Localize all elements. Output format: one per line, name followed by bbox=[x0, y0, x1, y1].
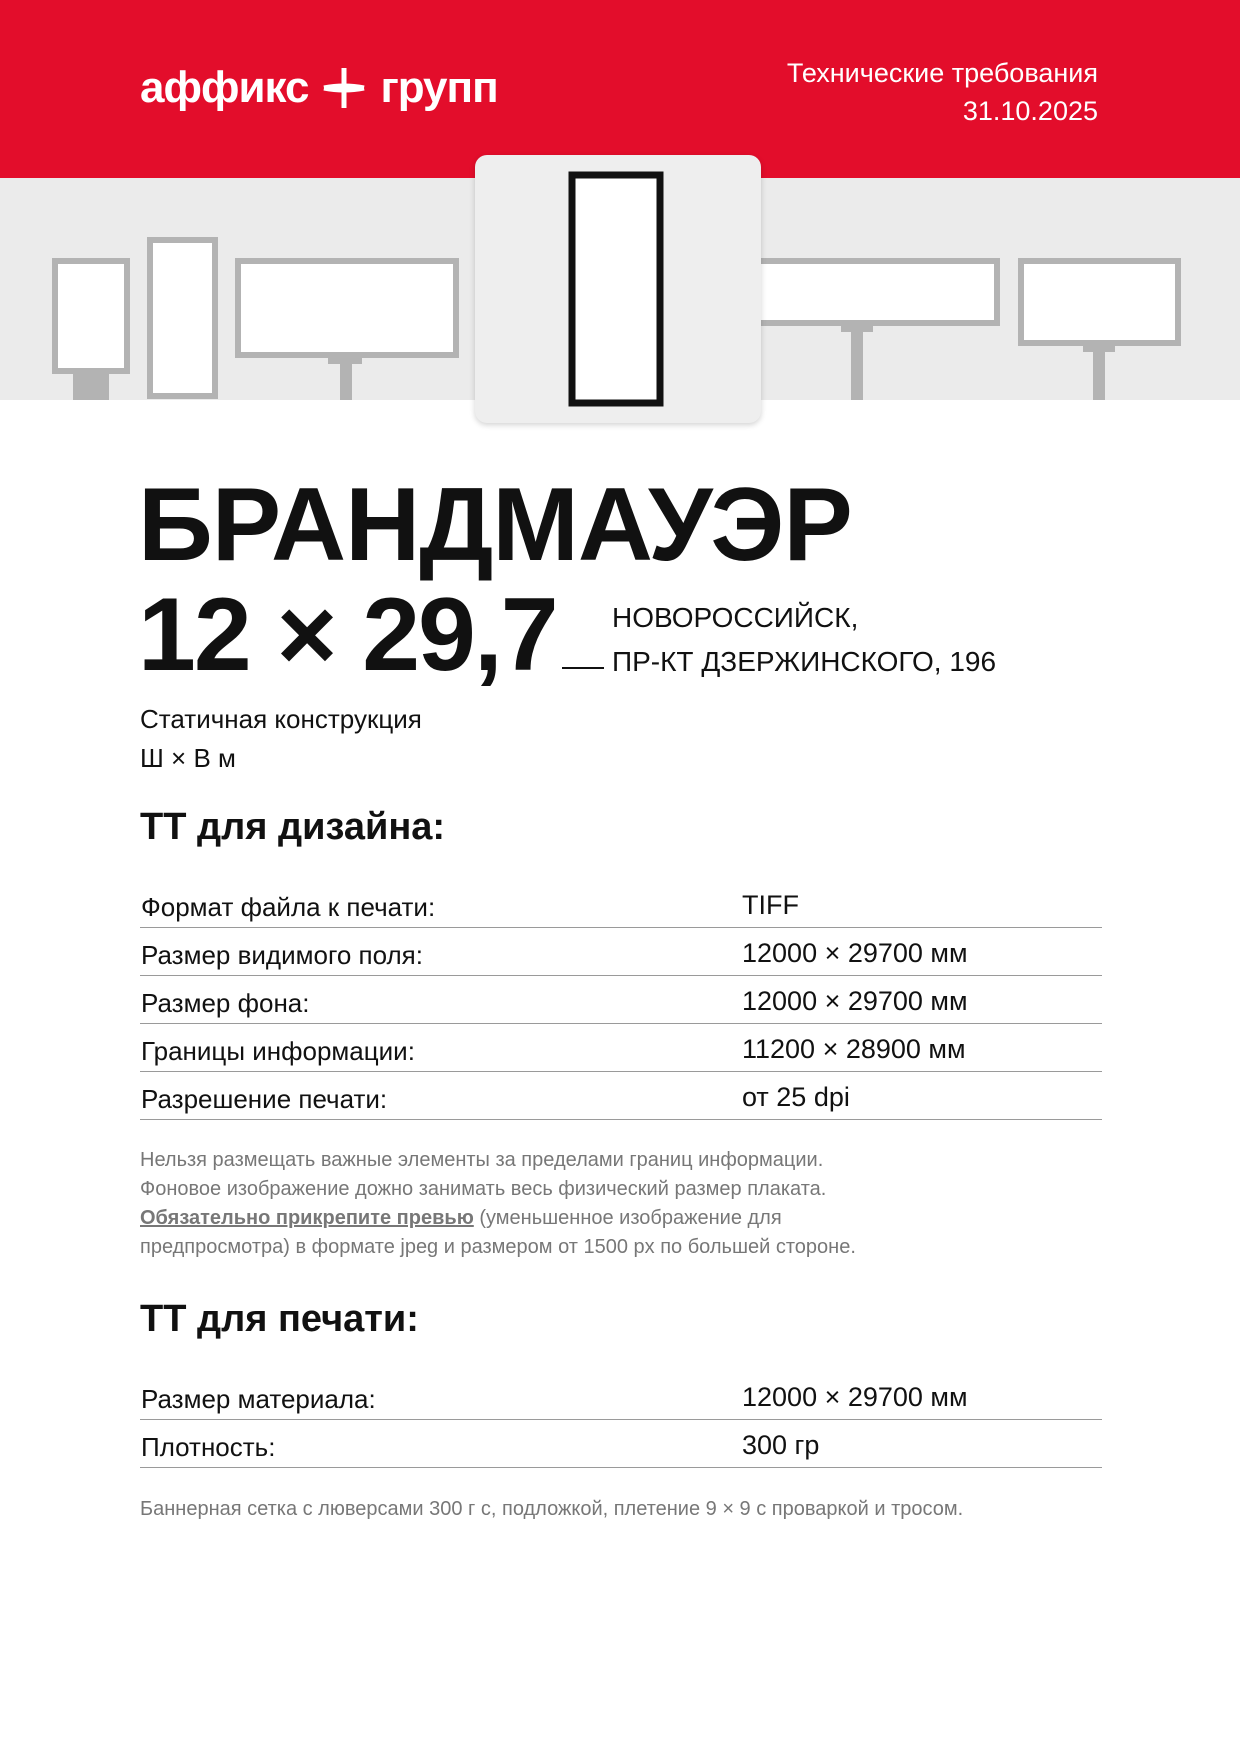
table-row bbox=[140, 928, 1102, 976]
print-spec-table bbox=[140, 1372, 1102, 1468]
doc-type: Технические требования bbox=[786, 58, 1098, 88]
firewall-preview-card bbox=[475, 155, 761, 423]
table-row bbox=[140, 976, 1102, 1024]
construction-size: 12 × 29,7 bbox=[138, 577, 557, 693]
design-spec-table bbox=[140, 880, 1102, 1120]
firewall-icon bbox=[572, 175, 660, 403]
billboard-icon bbox=[238, 261, 456, 400]
spec-label: Плотность: bbox=[141, 1432, 276, 1462]
construction-title: БРАНДМАУЭР bbox=[138, 467, 852, 583]
address-divider bbox=[562, 667, 604, 669]
table-row bbox=[140, 1072, 1102, 1120]
spec-label: Размер фона: bbox=[141, 988, 310, 1018]
construction-type: Статичная конструкция bbox=[140, 704, 422, 734]
construction-address bbox=[612, 596, 996, 684]
supersite-icon bbox=[757, 261, 997, 400]
design-note-line-1: Нельзя размещать важные элементы за пределами границ информации. bbox=[140, 1149, 824, 1171]
spec-value: TIFF bbox=[742, 890, 799, 920]
address-line-1: НОВОРОССИЙСК, bbox=[612, 602, 859, 633]
logo-text-right: групп bbox=[380, 63, 498, 112]
spec-value: 12000 × 29700 мм bbox=[742, 938, 968, 968]
spec-label: Разрешение печати: bbox=[141, 1084, 388, 1114]
print-section-title: ТТ для печати: bbox=[140, 1298, 419, 1340]
billboard-small-icon bbox=[1021, 261, 1178, 400]
table-row bbox=[140, 1420, 1102, 1468]
address-line-2: ПР-КТ ДЗЕРЖИНСКОГО, 196 bbox=[612, 646, 997, 677]
design-note bbox=[140, 1146, 856, 1262]
spec-label: Размер материала: bbox=[141, 1384, 376, 1414]
pillar-icon bbox=[150, 240, 215, 396]
citylight-icon bbox=[55, 261, 127, 400]
design-note-line-3 bbox=[140, 1204, 856, 1233]
company-logo bbox=[140, 60, 498, 116]
spec-value: 11200 × 28900 мм bbox=[742, 1034, 966, 1064]
table-row bbox=[140, 1024, 1102, 1072]
table-row bbox=[140, 880, 1102, 928]
logo-text-left: аффикс bbox=[140, 63, 309, 112]
preview-requirement: Обязательно прикрепите превью bbox=[140, 1207, 474, 1229]
header-meta bbox=[787, 54, 1098, 130]
spec-value: 12000 × 29700 мм bbox=[742, 986, 968, 1016]
design-note-line-4: предпросмотра) в формате jpeg и размером от 1500 px по большей стороне. bbox=[140, 1236, 856, 1258]
design-section-title: ТТ для дизайна: bbox=[140, 806, 446, 848]
table-row bbox=[140, 1372, 1102, 1420]
spec-label: Границы информации: bbox=[141, 1036, 415, 1066]
spec-value: от 25 dpi bbox=[742, 1082, 850, 1112]
logo-plus-icon bbox=[322, 66, 366, 110]
header-bar bbox=[0, 0, 1240, 178]
spec-label: Формат файла к печати: bbox=[141, 892, 436, 922]
print-note: Баннерная сетка с люверсами 300 г с, подложкой, плетение 9 × 9 с проваркой и тросом. bbox=[140, 1498, 964, 1520]
spec-label: Размер видимого поля: bbox=[141, 940, 423, 970]
design-note-line-3-rest: (уменьшенное изображение для bbox=[473, 1207, 782, 1229]
design-note-line-2: Фоновое изображение дожно занимать весь физический размер плаката. bbox=[140, 1178, 827, 1200]
spec-value: 300 гр bbox=[742, 1430, 820, 1460]
spec-value: 12000 × 29700 мм bbox=[742, 1382, 968, 1412]
construction-subtitle bbox=[140, 700, 422, 778]
construction-units: Ш × В м bbox=[140, 743, 236, 773]
doc-date: 31.10.2025 bbox=[962, 96, 1098, 126]
